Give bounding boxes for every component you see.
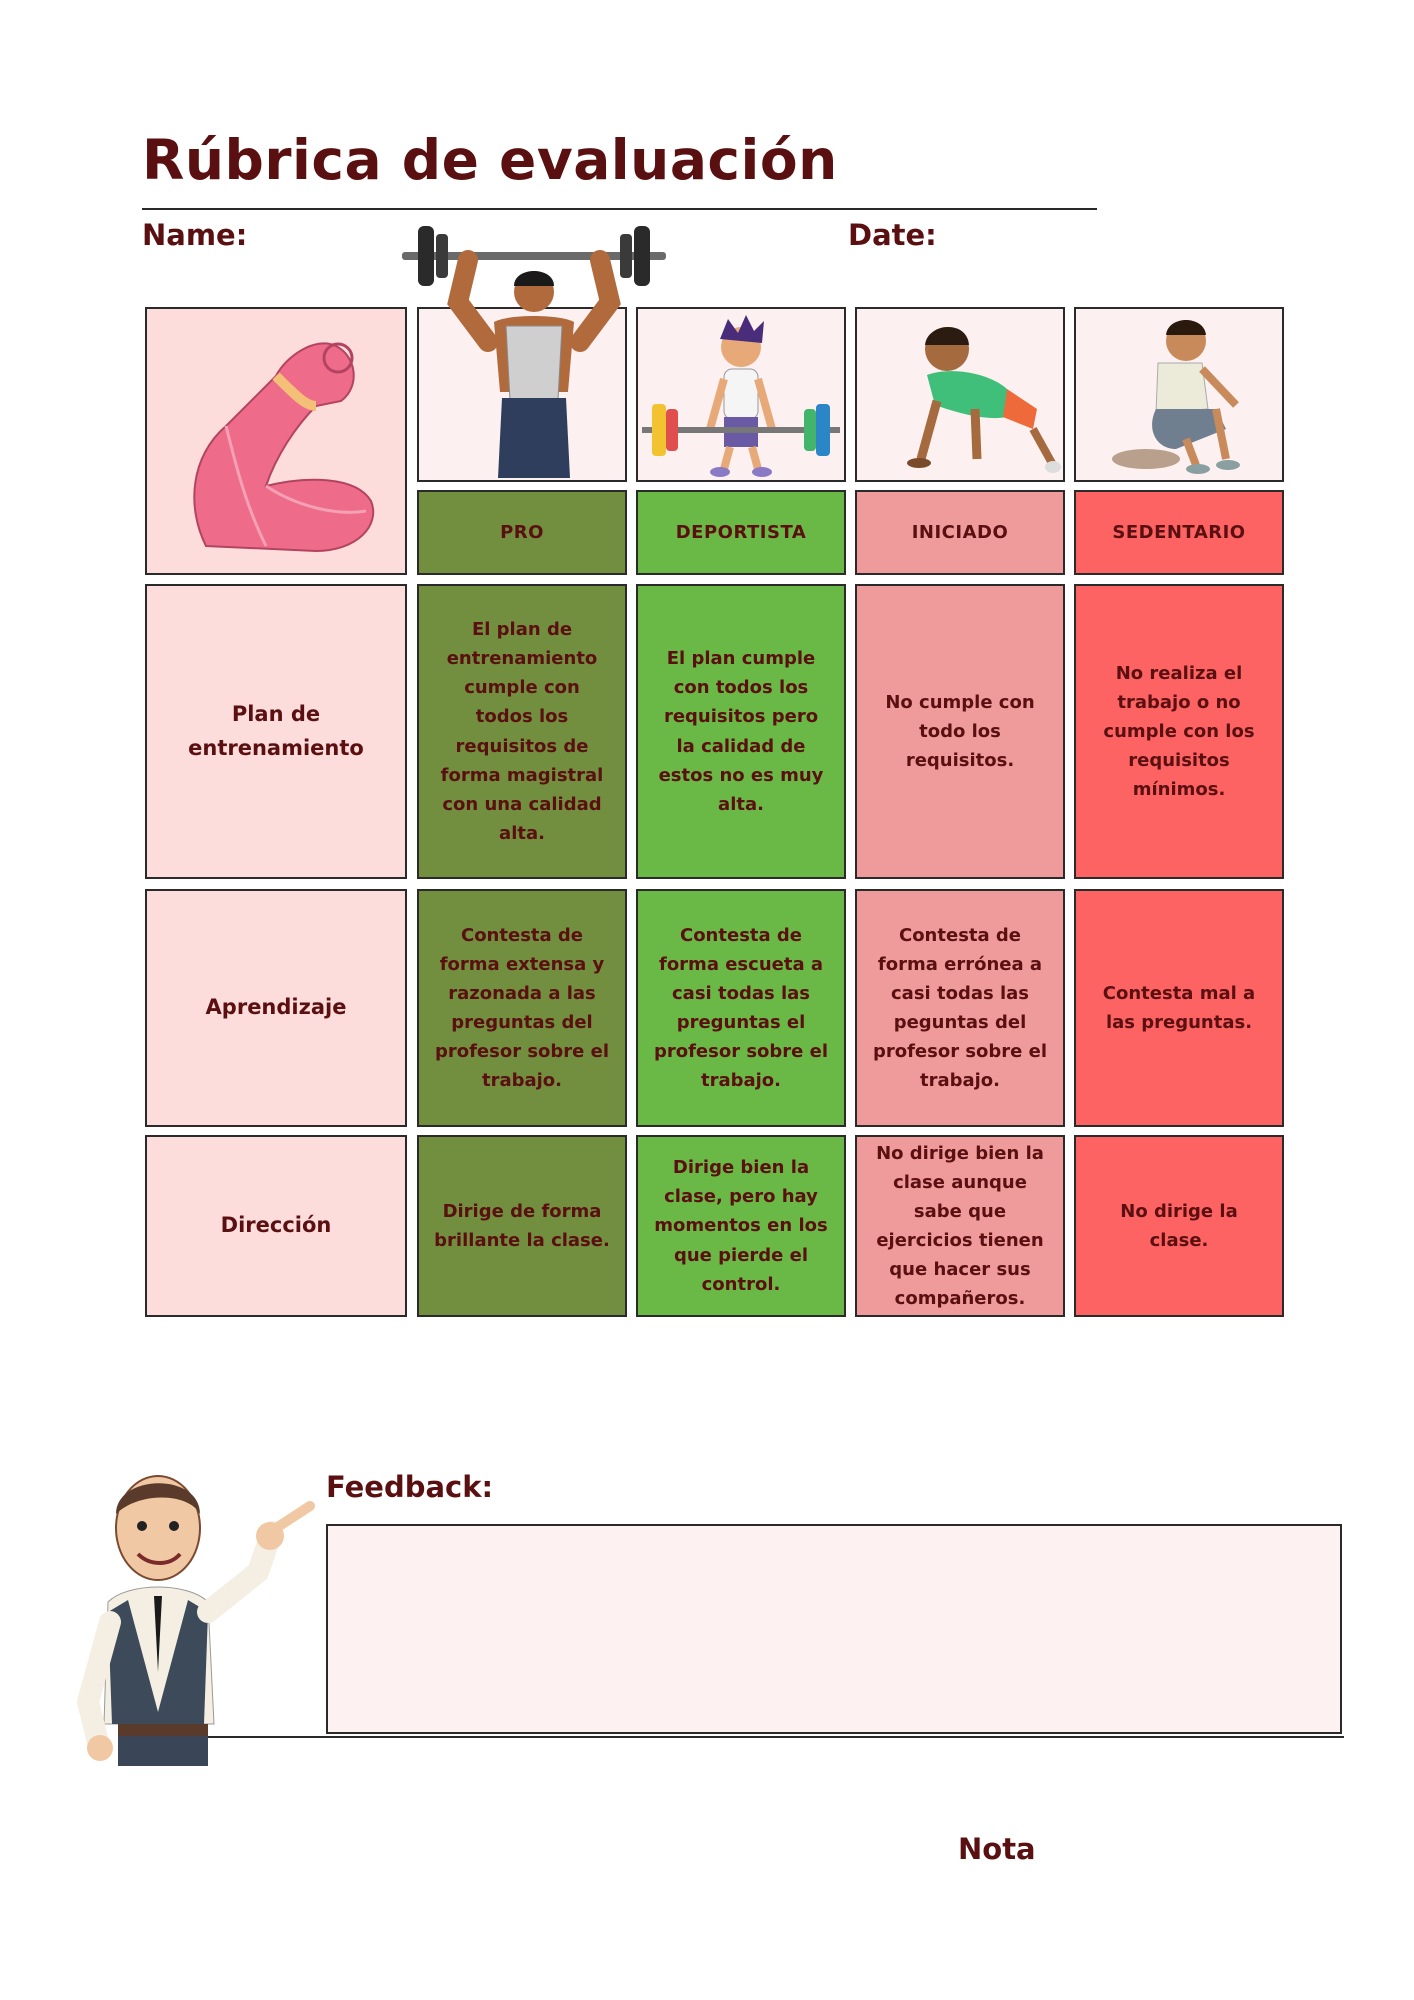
descriptor-plan-iniciado: No cumple con todo los requisitos.: [855, 584, 1065, 879]
level-header-sedentario: SEDENTARIO: [1074, 490, 1284, 575]
name-label: Name:: [142, 218, 248, 252]
weightlifter-figure: [398, 222, 670, 480]
descriptor-direccion-deportista: Dirige bien la clase, pero hay momentos en los que pierde el control.: [636, 1135, 846, 1317]
level-header-deportista: DEPORTISTA: [636, 490, 846, 575]
boy-pushup-icon: [855, 307, 1065, 482]
grade-label: Nota: [958, 1832, 1036, 1866]
descriptor-direccion-pro: Dirige de forma brillante la clase.: [417, 1135, 627, 1317]
feedback-input[interactable]: [326, 1524, 1342, 1734]
feedback-label: Feedback:: [326, 1470, 494, 1504]
descriptor-plan-deportista: El plan cumple con todos los requisitos pero la calidad de estos no es muy alta.: [636, 584, 846, 879]
descriptor-direccion-sedentario: No dirige la clase.: [1074, 1135, 1284, 1317]
date-label: Date:: [848, 218, 937, 252]
teacher-pointing-icon: [58, 1462, 320, 1772]
flexed-arm-muscle-icon: [145, 307, 407, 575]
descriptor-aprendizaje-deportista: Contesta de forma escueta a casi todas las preguntas el profesor sobre el trabajo.: [636, 889, 846, 1127]
level-header-iniciado: INICIADO: [855, 490, 1065, 575]
criterion-direccion: Dirección: [145, 1135, 407, 1317]
criterion-aprendizaje: Aprendizaje: [145, 889, 407, 1127]
descriptor-plan-sedentario: No realiza el trabajo o no cumple con los requisitos mínimos.: [1074, 584, 1284, 879]
descriptor-aprendizaje-sedentario: Contesta mal a las preguntas.: [1074, 889, 1284, 1127]
descriptor-direccion-iniciado: No dirige bien la clase aunque sabe que ejercicios tienen que hacer sus compañeros.: [855, 1135, 1065, 1317]
descriptor-aprendizaje-pro: Contesta de forma extensa y razonada a las preguntas del profesor sobre el trabajo.: [417, 889, 627, 1127]
level-header-pro: PRO: [417, 490, 627, 575]
boy-sitting-icon: [1074, 307, 1284, 482]
criterion-plan-de-entrenamiento: Plan de entrenamiento: [145, 584, 407, 879]
title-underline: [142, 208, 1097, 210]
descriptor-plan-pro: El plan de entrenamiento cumple con todos los requisitos de forma magistral con una calidad alta.: [417, 584, 627, 879]
descriptor-aprendizaje-iniciado: Contesta de forma errónea a casi todas las peguntas del profesor sobre el trabajo.: [855, 889, 1065, 1127]
feedback-underline: [208, 1736, 1344, 1738]
page-title: Rúbrica de evaluación: [142, 128, 838, 192]
